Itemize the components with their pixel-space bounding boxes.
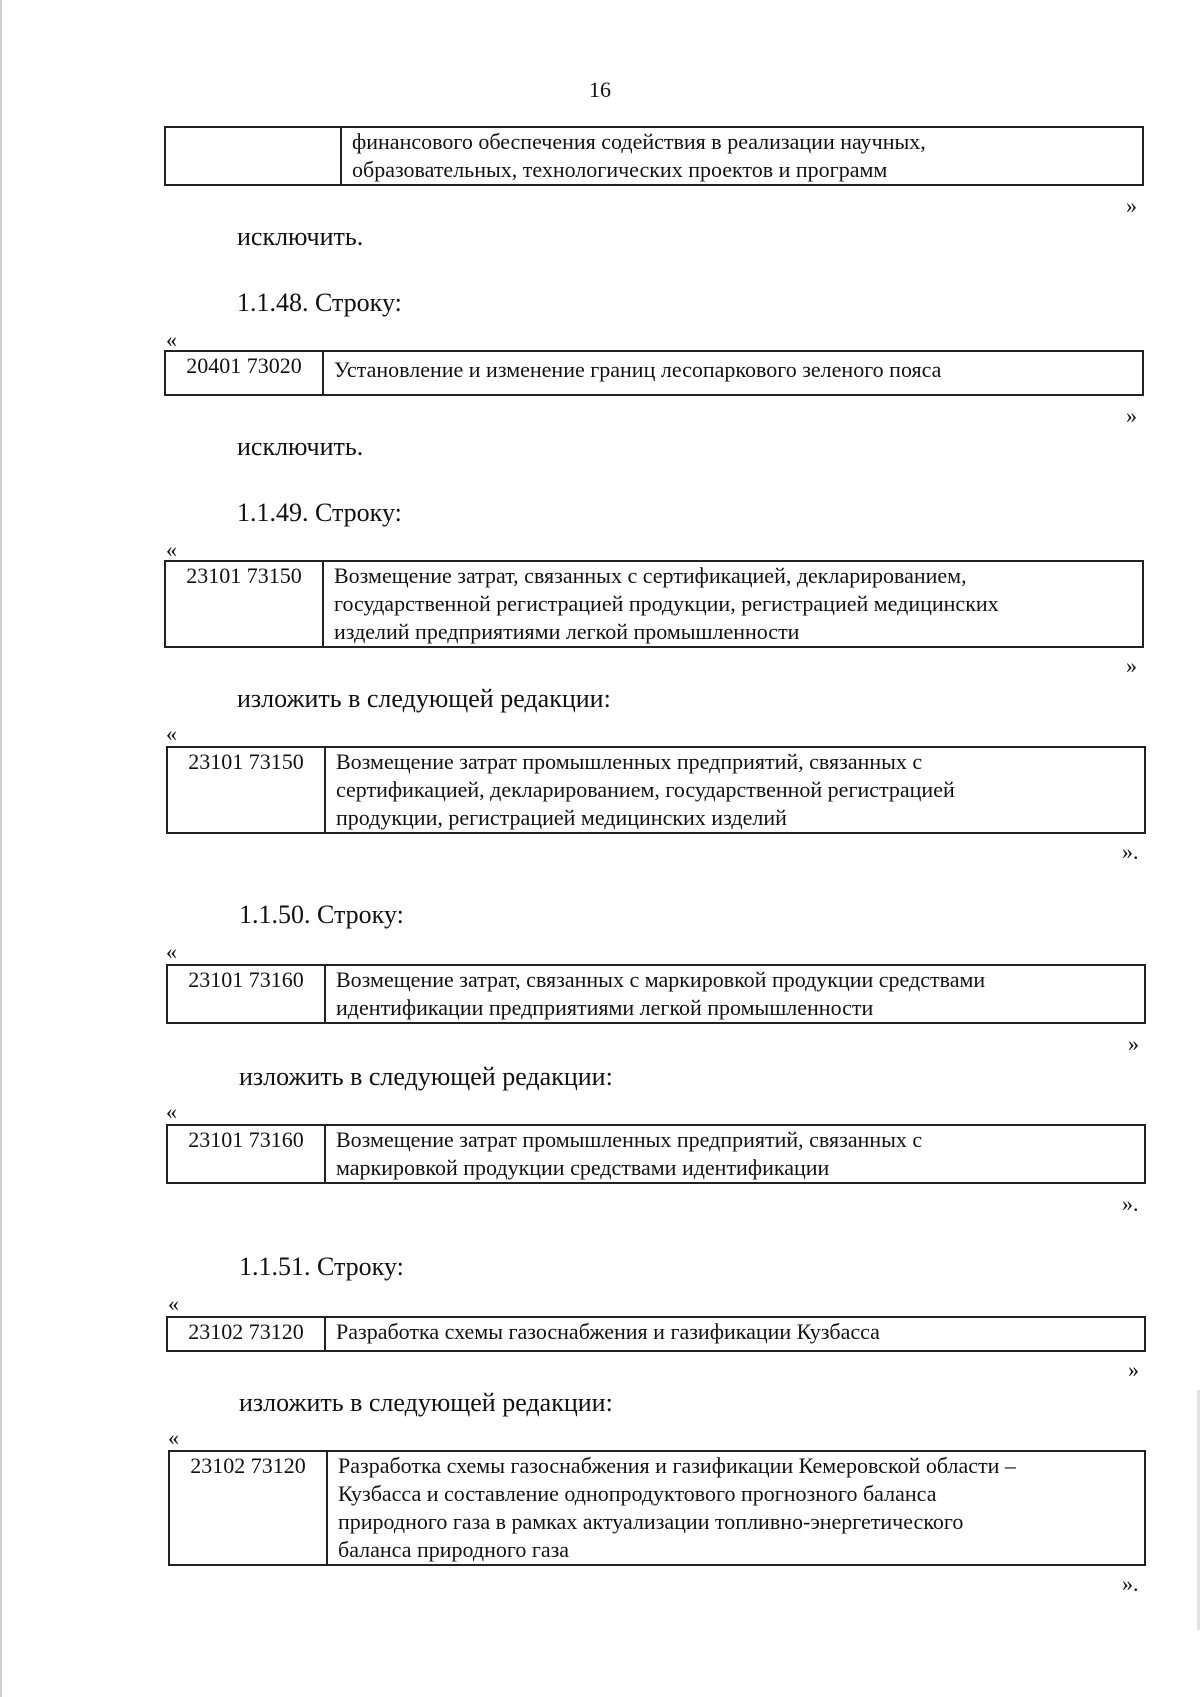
code-cell: 23101 73150 — [165, 561, 323, 647]
section-title-1-1-50: 1.1.50. Строку: — [239, 900, 404, 929]
section-title-1-1-49: 1.1.49. Строку: — [237, 498, 402, 527]
text-cell: Возмещение затрат, связанных с маркировкой продукции средствами идентификации предприятиями легкой промышленности — [325, 965, 1145, 1023]
code-cell: 20401 73020 — [165, 351, 323, 395]
code-cell — [165, 127, 341, 185]
table-row-old-1-1-50 — [166, 964, 1146, 1024]
closing-quote-dot: ». — [1122, 839, 1139, 864]
table-row-continued — [164, 126, 1144, 186]
section-title-1-1-48: 1.1.48. Строку: — [237, 288, 402, 317]
opening-quote: « — [166, 1099, 177, 1124]
text-cell: финансового обеспечения содействия в реализации научных, образовательных, технологических проектов и программ — [341, 127, 1143, 185]
table-row-new-1-1-51 — [168, 1450, 1146, 1566]
opening-quote: « — [166, 939, 177, 964]
table-row-new-1-1-49 — [166, 746, 1146, 834]
text-cell: Разработка схемы газоснабжения и газификации Кемеровской области – Кузбасса и составление однопродуктового прогнозного баланса природного газа в рамках актуализации топливно-энергетического баланса природного газа — [327, 1451, 1145, 1565]
opening-quote: « — [166, 721, 177, 746]
opening-quote: « — [168, 1425, 179, 1450]
closing-quote: » — [1126, 653, 1137, 678]
opening-quote: « — [166, 327, 177, 352]
code-cell: 23101 73160 — [167, 965, 325, 1023]
action-edit: изложить в следующей редакции: — [237, 684, 611, 713]
section-title-1-1-51: 1.1.51. Строку: — [239, 1252, 404, 1281]
text-cell: Разработка схемы газоснабжения и газификации Кузбасса — [325, 1317, 1145, 1351]
text-cell: Возмещение затрат промышленных предприятий, связанных с маркировкой продукции средствами идентификации — [325, 1125, 1145, 1183]
closing-quote: » — [1128, 1357, 1139, 1382]
action-exclude: исключить. — [237, 222, 364, 251]
closing-quote: » — [1126, 403, 1137, 428]
code-cell: 23101 73160 — [167, 1125, 325, 1183]
scan-margin-left — [0, 0, 2, 1697]
table-row-new-1-1-50 — [166, 1124, 1146, 1184]
code-cell: 23102 73120 — [169, 1451, 327, 1565]
table-row-old-1-1-49 — [164, 560, 1144, 648]
code-cell: 23101 73150 — [167, 747, 325, 833]
code-cell: 23102 73120 — [167, 1317, 325, 1351]
closing-quote-dot: ». — [1122, 1191, 1139, 1216]
page-number: 16 — [589, 77, 611, 102]
action-edit: изложить в следующей редакции: — [239, 1388, 613, 1417]
table-row-old-1-1-48 — [164, 350, 1144, 396]
opening-quote: « — [168, 1291, 179, 1316]
table-row-old-1-1-51 — [166, 1316, 1146, 1352]
action-edit: изложить в следующей редакции: — [239, 1062, 613, 1091]
action-exclude: исключить. — [237, 432, 364, 461]
opening-quote: « — [166, 537, 177, 562]
closing-quote: » — [1126, 193, 1137, 218]
closing-quote-dot: ». — [1122, 1571, 1139, 1596]
text-cell: Возмещение затрат, связанных с сертификацией, декларированием, государственной регистрацией продукции, регистрацией медицинских изделий предприятиями легкой промышленности — [323, 561, 1143, 647]
text-cell: Возмещение затрат промышленных предприятий, связанных с сертификацией, декларированием, государственной регистрацией продукции, регистрацией медицинских изделий — [325, 747, 1145, 833]
text-cell: Установление и изменение границ лесопаркового зеленого пояса — [323, 351, 1143, 395]
closing-quote: » — [1128, 1031, 1139, 1056]
